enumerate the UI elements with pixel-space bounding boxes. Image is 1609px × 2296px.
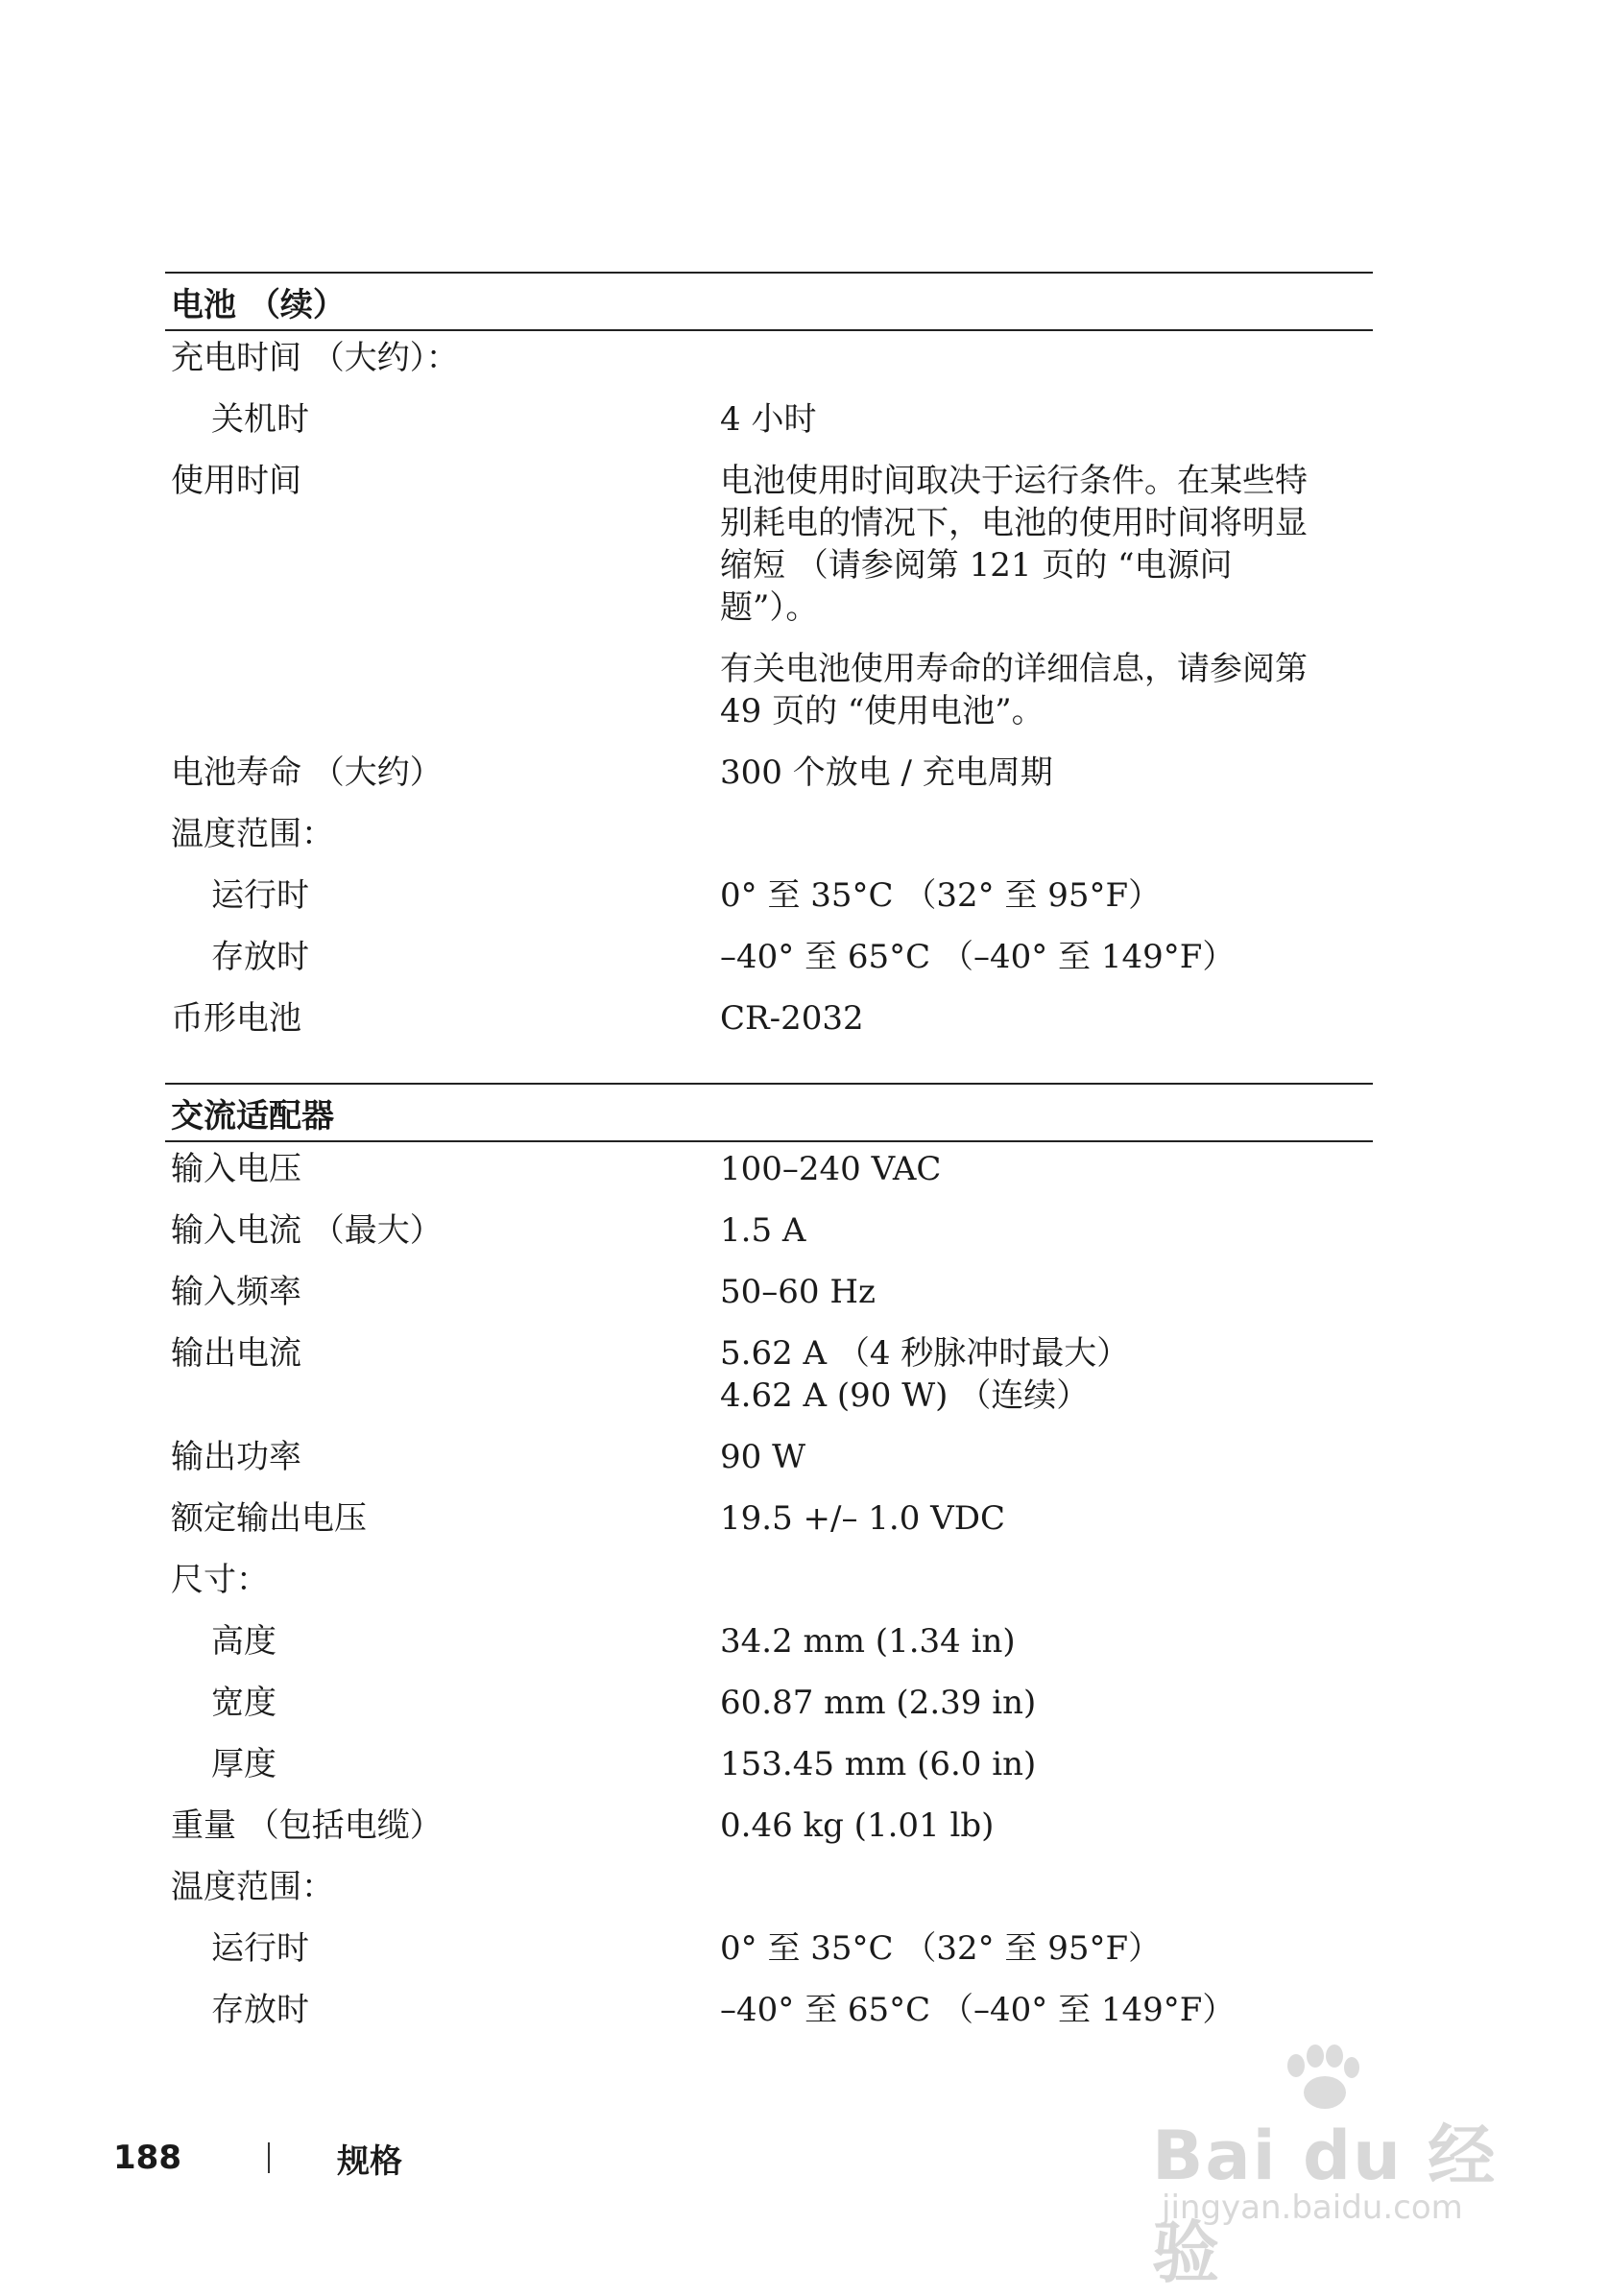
- spec-row: [165, 398, 1373, 441]
- spec-row: [165, 997, 1373, 1040]
- spec-label: 存放时: [211, 938, 309, 976]
- spec-row: [165, 1271, 1373, 1313]
- battery-rows: [165, 337, 1373, 1040]
- section-header-battery: 电池 （续）: [165, 272, 1373, 331]
- spec-label: 尺寸：: [171, 1561, 269, 1599]
- spec-value-line: 4.62 A (90 W) （连续）: [720, 1376, 1090, 1415]
- spec-value: [720, 398, 1373, 441]
- ac-adapter-rows: [165, 1148, 1373, 2031]
- spec-value: [720, 1436, 1373, 1478]
- spec-value-line: 153.45 mm (6.0 in): [720, 1745, 1037, 1783]
- spec-value: [720, 1682, 1373, 1724]
- spec-label: 关机时: [211, 400, 309, 439]
- spec-value-line: 电池使用时间取决于运行条件。在某些特: [720, 462, 1308, 500]
- spec-label: 运行时: [211, 876, 309, 915]
- spec-label: 存放时: [211, 1991, 309, 2029]
- spec-row: [165, 1682, 1373, 1724]
- spec-value-line: 别耗电的情况下，电池的使用时间将明显: [720, 504, 1308, 542]
- spec-value-line: CR-2032: [720, 999, 864, 1038]
- spec-row: [165, 752, 1373, 794]
- ac-adapter-spec-table: [165, 1083, 1373, 2031]
- spec-row: [165, 1209, 1373, 1252]
- spec-row: [165, 337, 1373, 379]
- spec-value-line: 49 页的 “使用电池”。: [720, 692, 1045, 730]
- spec-value-line: 34.2 mm (1.34 in): [720, 1622, 1016, 1661]
- spec-row: [165, 813, 1373, 855]
- spec-row: [165, 460, 1373, 732]
- chapter-title: 规格: [336, 2141, 402, 2181]
- page-footer: [113, 2129, 402, 2187]
- spec-label: 宽度: [211, 1684, 276, 1722]
- spec-value-line: 300 个放电 / 充电周期: [720, 753, 1053, 792]
- spec-value: [720, 997, 1373, 1040]
- spec-label: 输入电流 （最大）: [171, 1211, 443, 1250]
- spec-label: 温度范围：: [171, 815, 334, 853]
- spec-value: [720, 1497, 1373, 1540]
- baidu-watermark: [1133, 2045, 1536, 2292]
- spec-row: [165, 1148, 1373, 1190]
- spec-row: [165, 1620, 1373, 1662]
- spec-value: [720, 1805, 1373, 1847]
- spec-row: [165, 1436, 1373, 1478]
- spec-value-line: 50–60 Hz: [720, 1273, 876, 1311]
- spec-row: [165, 1559, 1373, 1601]
- spec-row: [165, 1805, 1373, 1847]
- spec-value-line: 题”）。: [720, 588, 819, 627]
- spec-value-line: 100–240 VAC: [720, 1150, 942, 1188]
- spec-label: 重量 （包括电缆）: [171, 1806, 443, 1845]
- spec-value: [720, 460, 1373, 732]
- spec-value-line: 缩短 （请参阅第 121 页的 “电源问: [720, 546, 1233, 585]
- spec-row: [165, 936, 1373, 978]
- section-header-ac-adapter: 交流适配器: [165, 1083, 1373, 1142]
- spec-label: 高度: [211, 1622, 276, 1661]
- spec-value-line: 有关电池使用寿命的详细信息，请参阅第: [720, 650, 1308, 688]
- spec-value-line: 0° 至 35°C （32° 至 95°F）: [720, 1929, 1162, 1968]
- spec-label: 输入频率: [171, 1273, 301, 1311]
- spec-row: [165, 1866, 1373, 1908]
- spec-value: [720, 1927, 1373, 1970]
- page-number: 188: [113, 2139, 181, 2177]
- spec-label: 额定输出电压: [171, 1499, 367, 1538]
- spec-label: 电池寿命 （大约）: [171, 753, 443, 792]
- spec-label: 输出功率: [171, 1438, 301, 1476]
- spec-value-line: –40° 至 65°C （–40° 至 149°F）: [720, 938, 1236, 976]
- spec-value-line: 1.5 A: [720, 1211, 806, 1250]
- spec-label: 充电时间 （大约）：: [171, 339, 459, 377]
- spec-value-line: –40° 至 65°C （–40° 至 149°F）: [720, 1991, 1236, 2029]
- spec-value: [720, 936, 1373, 978]
- spec-value-line: 60.87 mm (2.39 in): [720, 1684, 1037, 1722]
- spec-label: 厚度: [211, 1745, 276, 1783]
- spec-value-line: 0° 至 35°C （32° 至 95°F）: [720, 876, 1162, 915]
- spec-value: [720, 1332, 1373, 1417]
- spec-value: [720, 1209, 1373, 1252]
- spec-value: [720, 1620, 1373, 1662]
- spec-label: 使用时间: [171, 462, 301, 500]
- spec-value-line: 19.5 +/– 1.0 VDC: [720, 1499, 1005, 1538]
- spec-label: 温度范围：: [171, 1868, 334, 1906]
- spec-row: [165, 1497, 1373, 1540]
- spec-value: [720, 1989, 1373, 2031]
- spec-label: 运行时: [211, 1929, 309, 1968]
- spec-value-line: 5.62 A （4 秒脉冲时最大）: [720, 1334, 1130, 1373]
- watermark-url: jingyan.baidu.com: [1162, 2188, 1463, 2227]
- spec-label: 币形电池: [171, 999, 301, 1038]
- spec-value-line: 90 W: [720, 1438, 806, 1476]
- spec-value: [720, 752, 1373, 794]
- spec-value-line: 0.46 kg (1.01 lb): [720, 1806, 995, 1845]
- spec-row: [165, 1332, 1373, 1417]
- spec-value: [720, 1271, 1373, 1313]
- spec-label: 输出电流: [171, 1334, 301, 1373]
- battery-spec-table: [165, 272, 1373, 1040]
- footer-divider: [268, 2142, 270, 2173]
- spec-value: [720, 1743, 1373, 1785]
- spec-value-paragraph: [720, 648, 1354, 732]
- spec-value-paragraph: [720, 460, 1354, 629]
- watermark-brand: Bai du 经验: [1152, 2117, 1498, 2292]
- spec-value: [720, 874, 1373, 917]
- spec-value-line: 4 小时: [720, 400, 817, 439]
- spec-label: 输入电压: [171, 1150, 301, 1188]
- spec-row: [165, 1743, 1373, 1785]
- spec-value: [720, 1148, 1373, 1190]
- spec-row: [165, 1927, 1373, 1970]
- spec-row: [165, 1989, 1373, 2031]
- spec-row: [165, 874, 1373, 917]
